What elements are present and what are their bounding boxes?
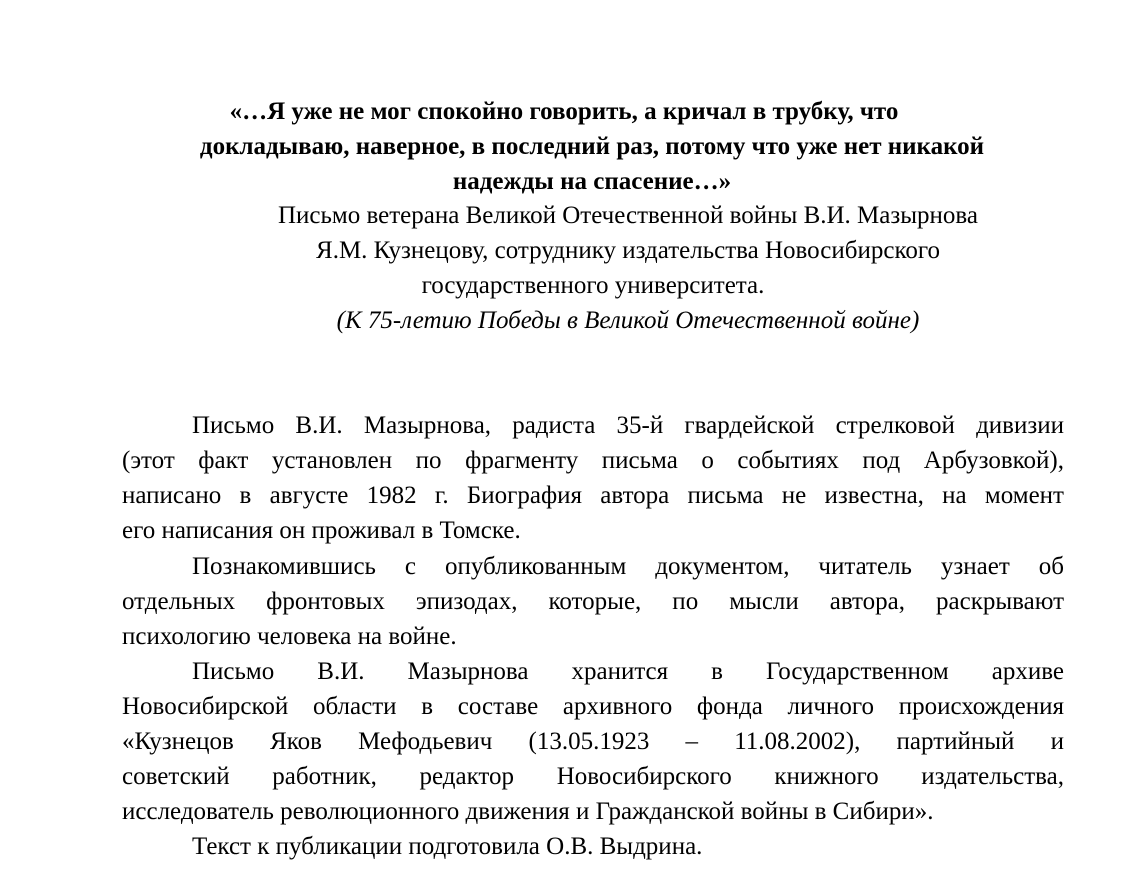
paragraph-3-line-5: исследователь революционного движения и Гражданской войны в Сибири». <box>122 798 934 825</box>
paragraph-3-line-2: Новосибирской области в составе архивного фонда личного происхождения <box>122 693 1064 720</box>
epigraph-source-line-1: Письмо ветерана Великой Отечественной войны В.И. Мазырнова <box>278 202 978 229</box>
paragraph-1-line-1: Письмо В.И. Мазырнова, радиста 35-й гвардейской стрелковой дивизии <box>192 412 1064 439</box>
paragraph-2-line-2: отдельных фронтовых эпизодах, которые, по мысли автора, раскрывают <box>122 588 1064 615</box>
dedication: (К 75-летию Победы в Великой Отечественной войне) <box>336 307 920 334</box>
paragraph-1-line-2: (этот факт установлен по фрагменту письма о событиях под Арбузовкой), <box>122 447 1064 474</box>
paragraph-1-line-4: его написания он проживал в Томске. <box>122 517 521 544</box>
epigraph-quote-line-1: «…Я уже не мог спокойно говорить, а кричал в трубку, что <box>229 98 899 125</box>
paragraph-3-line-1: Письмо В.И. Мазырнова хранится в Государственном архиве <box>192 658 1064 685</box>
epigraph-quote-line-3: надежды на спасение…» <box>452 168 732 195</box>
paragraph-3-line-4: советский работник, редактор Новосибирского книжного издательства, <box>122 763 1064 790</box>
epigraph-source-line-3: государственного университета. <box>421 272 765 299</box>
paragraph-3-line-3: «Кузнецов Яков Мефодьевич (13.05.1923 – 11.08.2002), партийный и <box>122 728 1064 755</box>
epigraph-quote-line-2: докладываю, наверное, в последний раз, потому что уже нет никакой <box>199 133 985 160</box>
epigraph-source-line-2: Я.М. Кузнецову, сотруднику издательства Новосибирского <box>316 237 940 264</box>
paragraph-4-line-1: Текст к публикации подготовила О.В. Выдрина. <box>192 833 703 860</box>
paragraph-2-line-1: Познакомившись с опубликованным документом, читатель узнает об <box>192 553 1064 580</box>
paragraph-1-line-3: написано в августе 1982 г. Биография автора письма не известна, на момент <box>122 482 1064 509</box>
paragraph-2-line-3: психологию человека на войне. <box>122 623 457 650</box>
